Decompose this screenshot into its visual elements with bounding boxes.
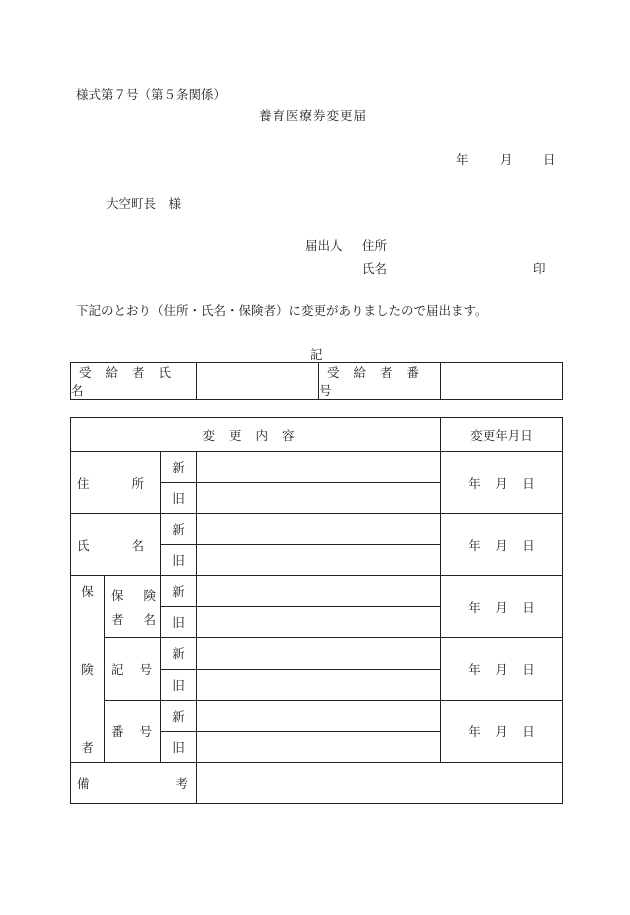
change-table — [70, 417, 563, 804]
new-label: 新 — [161, 700, 197, 732]
insurer-group-label: 保 険 者 — [71, 576, 105, 763]
name-change-date[interactable]: 年 月 日 — [441, 514, 563, 576]
addressee: 大空町長 様 — [106, 196, 182, 211]
old-label: 旧 — [161, 732, 197, 763]
name-new-field[interactable] — [197, 514, 441, 545]
old-label: 旧 — [161, 483, 197, 514]
symbol-change-date[interactable]: 年 月 日 — [441, 638, 563, 701]
date-day-label: 日 — [543, 152, 556, 167]
address-change-date[interactable]: 年 月 日 — [441, 452, 563, 514]
symbol-new-field[interactable] — [197, 638, 441, 670]
symbol-label: 記 号 — [105, 638, 161, 701]
name-old-field[interactable] — [197, 545, 441, 576]
new-label: 新 — [161, 514, 197, 545]
statement-text: 下記のとおり（住所・氏名・保険者）に変更がありましたので届出ます。 — [76, 303, 488, 318]
old-label: 旧 — [161, 545, 197, 576]
recipient-name-label-cell: 受給者氏名 — [71, 363, 197, 400]
new-label: 新 — [161, 576, 197, 607]
document-title: 養育医療券変更届 — [259, 108, 368, 123]
number-change-date[interactable]: 年 月 日 — [441, 700, 563, 763]
recipient-name-field[interactable] — [197, 363, 319, 400]
name-label: 氏名 — [362, 261, 388, 276]
insurer-name-label: 保 険 者 名 — [105, 576, 161, 638]
new-label: 新 — [161, 452, 197, 483]
number-new-field[interactable] — [197, 700, 441, 732]
insurer-name-change-date[interactable]: 年 月 日 — [441, 576, 563, 638]
recipient-number-field[interactable] — [441, 363, 563, 400]
address-label: 住所 — [362, 238, 388, 253]
recipient-table — [70, 362, 563, 400]
form-number: 様式第７号（第５条関係） — [76, 87, 227, 102]
old-label: 旧 — [161, 607, 197, 638]
insurer-name-new-field[interactable] — [197, 576, 441, 607]
number-label: 番 号 — [105, 700, 161, 763]
number-old-field[interactable] — [197, 732, 441, 763]
seal-mark: 印 — [533, 261, 546, 276]
recipient-number-label-cell: 受給者番号 — [319, 363, 441, 400]
insurer-name-old-field[interactable] — [197, 607, 441, 638]
symbol-old-field[interactable] — [197, 669, 441, 700]
content-header: 変更内容 — [71, 418, 441, 452]
remarks-label: 備 考 — [71, 763, 197, 804]
applicant-label: 届出人 — [305, 238, 343, 253]
address-new-field[interactable] — [197, 452, 441, 483]
new-label: 新 — [161, 638, 197, 670]
old-label: 旧 — [161, 669, 197, 700]
date-month-label: 月 — [500, 152, 513, 167]
address-old-field[interactable] — [197, 483, 441, 514]
ki-label: 記 — [310, 347, 323, 362]
date-year-label: 年 — [456, 152, 469, 167]
date-header: 変更年月日 — [441, 418, 563, 452]
address-row-label: 住 所 — [71, 452, 161, 514]
remarks-field[interactable] — [197, 763, 563, 804]
name-row-label: 氏 名 — [71, 514, 161, 576]
